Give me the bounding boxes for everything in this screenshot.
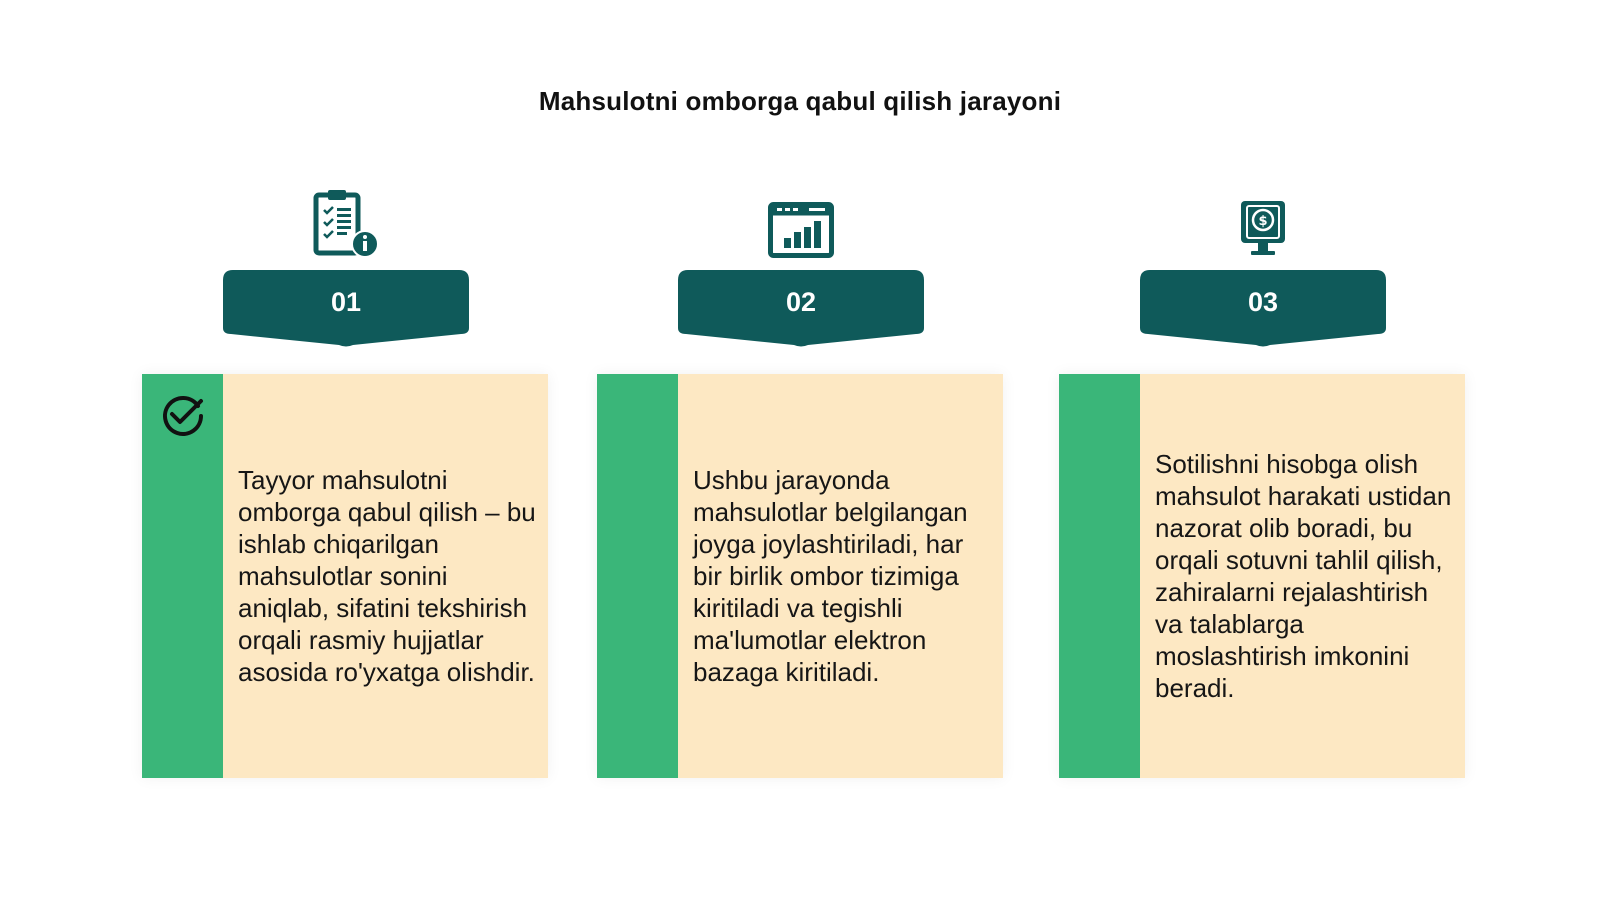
step-03 xyxy=(1059,186,1467,780)
step-number: 02 xyxy=(785,287,817,317)
step-card xyxy=(597,374,1003,778)
step-description: Sotilishni hisobga olish mahsulot harakati ustidan nazorat olib boradi, bu orqali sotuvni tahlil qilish, zahiralarni rejalashtirish va talablarga moslashtirish imkonini beradi. xyxy=(1155,449,1452,703)
step-number: 01 xyxy=(330,287,362,317)
step-01 xyxy=(142,186,550,780)
svg-text:$: $ xyxy=(1258,214,1268,229)
accent-stripe xyxy=(597,374,678,778)
step-number: 03 xyxy=(1247,287,1279,317)
step-number-badge xyxy=(223,270,469,348)
bar-chart-window-icon xyxy=(768,202,834,258)
step-number-badge xyxy=(1140,270,1386,348)
step-02 xyxy=(597,186,1005,780)
check-circle-icon xyxy=(160,392,206,438)
step-card xyxy=(142,374,548,778)
dollar-monitor-icon xyxy=(1237,198,1289,258)
page-title: Mahsulotni omborga qabul qilish jarayoni xyxy=(538,86,1062,116)
step-number-badge xyxy=(678,270,924,348)
step-description: Tayyor mahsulotni omborga qabul qilish – bu ishlab chiqarilgan mahsulotlar sonini aniqlab, sifatini tekshirish orqali rasmiy hujjatlar asosida ro'yxatga olishdir. xyxy=(238,465,536,687)
step-card xyxy=(1059,374,1465,778)
clipboard-checklist-info-icon xyxy=(313,190,379,258)
step-description: Ushbu jarayonda mahsulotlar belgilangan joyga joylashtiriladi, har bir birlik ombor tizimiga kiritiladi va tegishli ma'lumotlar elektron bazaga kiritiladi. xyxy=(693,465,968,687)
accent-stripe xyxy=(1059,374,1140,778)
